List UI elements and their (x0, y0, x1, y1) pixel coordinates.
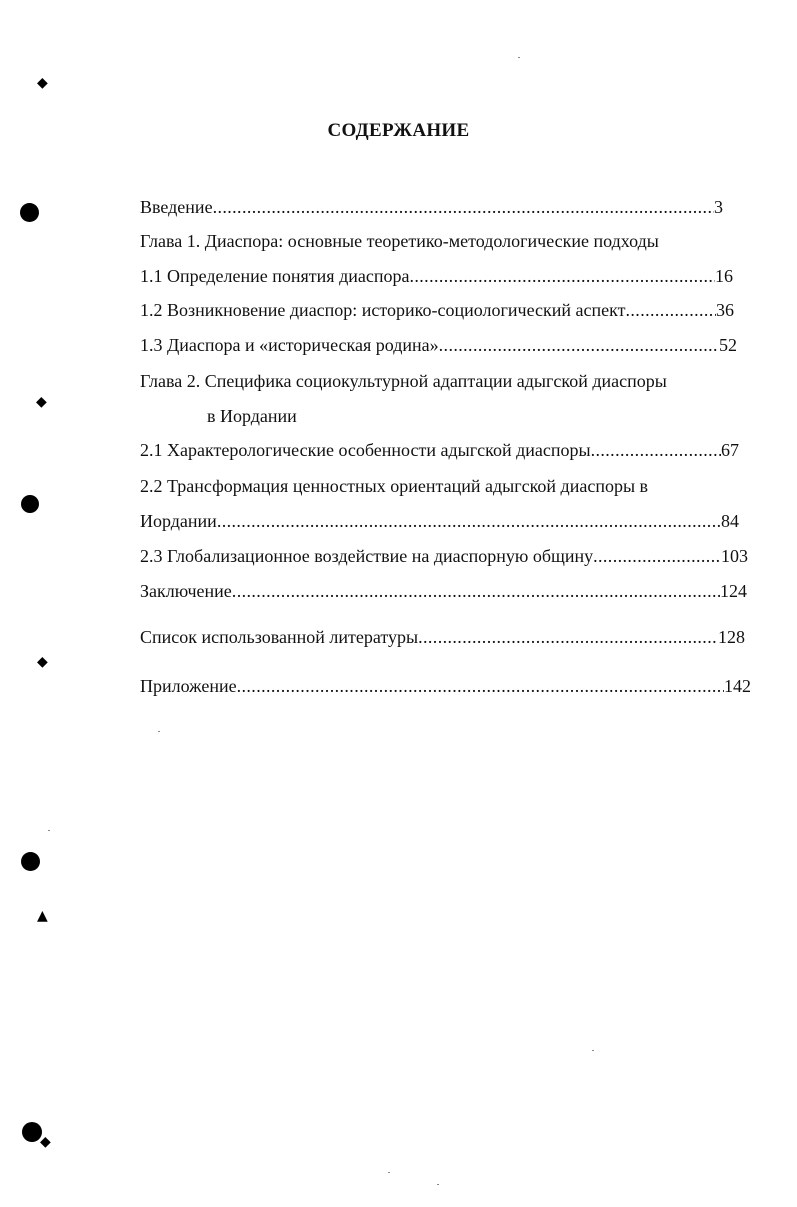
dot-leader (626, 299, 717, 321)
scan-mark: ◆ (36, 394, 47, 410)
dot-leader (439, 334, 719, 356)
toc-entry-text: 2.3 Глобализационное воздействие на диаспорную общину (140, 546, 594, 566)
toc-entry-page: 52 (719, 335, 737, 355)
scan-speck (48, 830, 50, 831)
toc-entry-text: Заключение (140, 581, 232, 601)
scan-speck (437, 1184, 439, 1185)
dot-leader (213, 196, 714, 218)
toc-entry-line1 (140, 475, 648, 497)
scan-mark: ◆ (37, 654, 48, 670)
toc-entry-page: 103 (721, 546, 748, 566)
dot-leader (232, 580, 720, 602)
dot-leader (591, 439, 721, 461)
toc-entry-text: 1.1 Определение понятия диаспора (140, 266, 410, 286)
toc-entry (140, 334, 737, 356)
toc-entry-text: Глава 1. Диаспора: основные теоретико-методологические подходы (140, 231, 659, 251)
toc-entry-page: 36 (716, 300, 734, 320)
toc-entry-text: Приложение (140, 676, 237, 696)
toc-entry-text: Введение (140, 197, 213, 217)
toc-chapter-heading-continued (207, 405, 297, 427)
scan-mark: ▲ (37, 908, 48, 924)
toc-chapter-heading (140, 370, 667, 392)
toc-entry-page: 16 (715, 266, 733, 286)
toc-entry (140, 510, 739, 532)
toc-entry-text: 2.1 Характерологические особенности адыгской диаспоры (140, 440, 591, 460)
dot-leader (217, 510, 721, 532)
toc-entry-page: 142 (724, 676, 751, 696)
toc-entry (140, 439, 739, 461)
toc-entry (140, 580, 747, 602)
toc-entry-text: 2.2 Трансформация ценностных ориентаций адыгской диаспоры в (140, 476, 649, 496)
toc-entry-page: 128 (718, 627, 745, 647)
binder-hole (22, 1122, 42, 1142)
toc-entry-text: Список использованной литературы (140, 627, 419, 647)
toc-entry-page: 84 (721, 511, 739, 531)
toc-entry-page: 124 (720, 581, 747, 601)
scan-speck (592, 1050, 594, 1051)
scan-mark: ◆ (40, 1134, 51, 1150)
toc-entry (140, 299, 734, 321)
binder-hole (20, 203, 39, 222)
toc-entry (140, 265, 733, 287)
scan-mark: ◆ (37, 75, 48, 91)
dot-leader (409, 265, 715, 287)
toc-chapter-heading (140, 230, 659, 252)
dot-leader (418, 626, 718, 648)
toc-entry-text: в Иордании (207, 406, 297, 426)
toc-entry (140, 545, 748, 567)
toc-entry-text: Иордании (140, 511, 217, 531)
scan-speck (158, 731, 160, 732)
page-title: СОДЕРЖАНИЕ (327, 120, 470, 141)
binder-hole (21, 495, 39, 513)
toc-entry (140, 675, 751, 697)
toc-entry-page: 67 (721, 440, 739, 460)
dot-leader (593, 545, 721, 567)
toc-entry-text: 1.3 Диаспора и «историческая родина» (140, 335, 439, 355)
scan-speck (518, 57, 520, 58)
toc-entry (140, 626, 745, 648)
toc-entry (140, 196, 723, 218)
scan-speck (388, 1172, 390, 1173)
toc-entry-page: 3 (714, 197, 723, 217)
toc-entry-text: 1.2 Возникновение диаспор: историко-социологический аспект (140, 300, 626, 320)
toc-entry-text: Глава 2. Специфика социокультурной адаптации адыгской диаспоры (140, 371, 667, 391)
binder-hole (21, 852, 40, 871)
dot-leader (237, 675, 724, 697)
